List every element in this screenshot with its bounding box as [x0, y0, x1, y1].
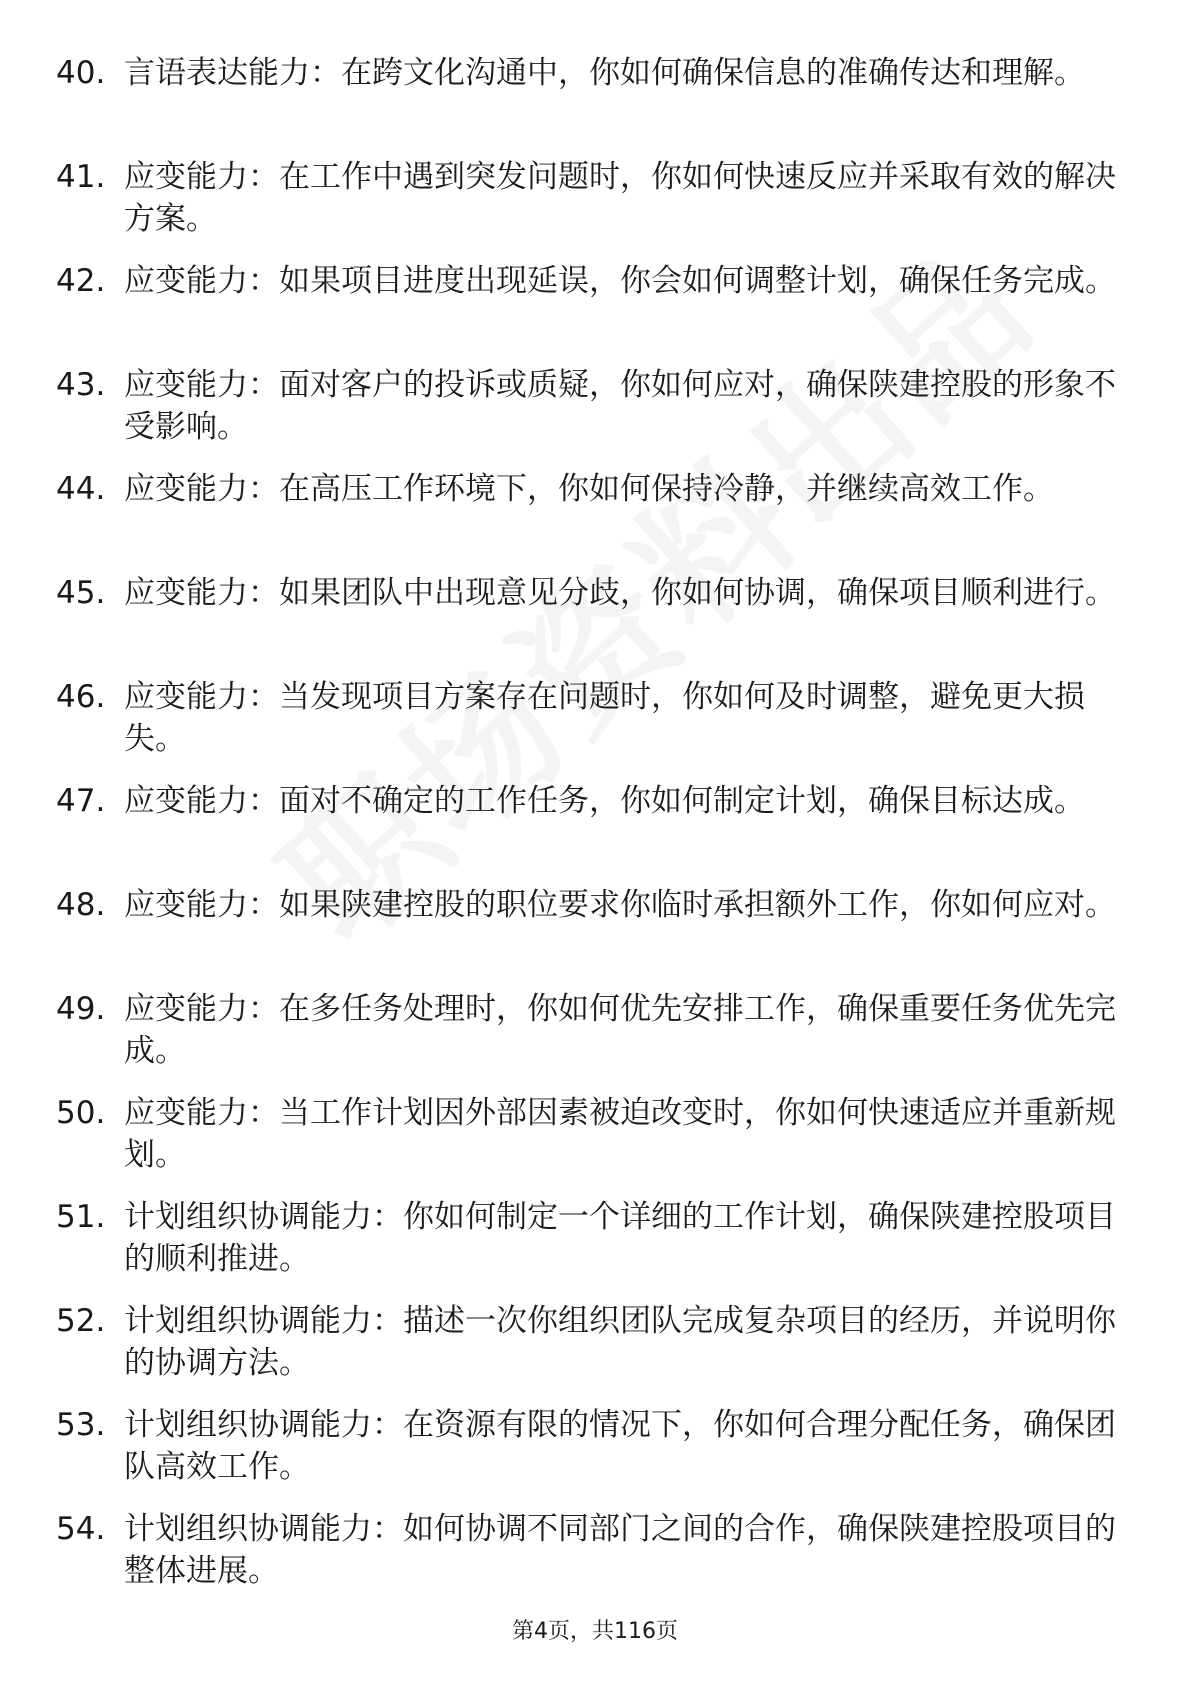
question-text: 应变能力：在工作中遇到突发问题时，你如何快速反应并采取有效的解决方案。 [124, 159, 1116, 237]
question-text: 应变能力：当工作计划因外部因素被迫改变时，你如何快速适应并重新规划。 [124, 1095, 1116, 1173]
question-text: 计划组织协调能力：描述一次你组织团队完成复杂项目的经历，并说明你的协调方法。 [124, 1303, 1116, 1381]
question-number: 40. [56, 55, 106, 91]
question-item [56, 1508, 1116, 1592]
question-text: 应变能力：面对客户的投诉或质疑，你如何应对，确保陕建控股的形象不受影响。 [124, 367, 1116, 445]
question-text: 应变能力：在多任务处理时，你如何优先安排工作，确保重要任务优先完成。 [124, 991, 1116, 1069]
question-number: 41. [56, 159, 106, 195]
question-item [56, 156, 1116, 240]
question-item [56, 676, 1116, 760]
question-item [56, 1404, 1116, 1488]
question-item [56, 572, 1116, 656]
question-item [56, 1196, 1116, 1280]
question-list [56, 52, 1116, 1612]
question-number: 51. [56, 1199, 106, 1235]
question-text: 应变能力：面对不确定的工作任务，你如何制定计划，确保目标达成。 [124, 783, 1085, 819]
question-number: 53. [56, 1407, 106, 1443]
question-number: 44. [56, 471, 106, 507]
question-number: 50. [56, 1095, 106, 1131]
question-item [56, 468, 1116, 552]
question-item [56, 884, 1116, 968]
question-text: 计划组织协调能力：如何协调不同部门之间的合作，确保陕建控股项目的整体进展。 [124, 1511, 1116, 1589]
question-item [56, 1092, 1116, 1176]
question-number: 47. [56, 783, 106, 819]
question-item [56, 52, 1116, 136]
question-item [56, 988, 1116, 1072]
page-number: 第4页，共116页 [512, 1619, 678, 1644]
question-number: 42. [56, 263, 106, 299]
question-text: 应变能力：如果团队中出现意见分歧，你如何协调，确保项目顺利进行。 [124, 575, 1116, 611]
question-number: 49. [56, 991, 106, 1027]
question-number: 54. [56, 1511, 106, 1547]
question-item [56, 780, 1116, 864]
question-number: 45. [56, 575, 106, 611]
question-number: 46. [56, 679, 106, 715]
question-number: 43. [56, 367, 106, 403]
question-item [56, 1300, 1116, 1384]
question-item [56, 364, 1116, 448]
question-text: 言语表达能力：在跨文化沟通中，你如何确保信息的准确传达和理解。 [124, 55, 1085, 91]
question-text: 应变能力：当发现项目方案存在问题时，你如何及时调整，避免更大损失。 [124, 679, 1085, 757]
question-item [56, 260, 1116, 344]
question-text: 计划组织协调能力：你如何制定一个详细的工作计划，确保陕建控股项目的顺利推进。 [124, 1199, 1116, 1277]
question-number: 52. [56, 1303, 106, 1339]
question-text: 应变能力：如果陕建控股的职位要求你临时承担额外工作，你如何应对。 [124, 887, 1116, 923]
question-number: 48. [56, 887, 106, 923]
question-text: 计划组织协调能力：在资源有限的情况下，你如何合理分配任务，确保团队高效工作。 [124, 1407, 1116, 1485]
question-text: 应变能力：在高压工作环境下，你如何保持冷静，并继续高效工作。 [124, 471, 1054, 507]
question-text: 应变能力：如果项目进度出现延误，你会如何调整计划，确保任务完成。 [124, 263, 1116, 299]
